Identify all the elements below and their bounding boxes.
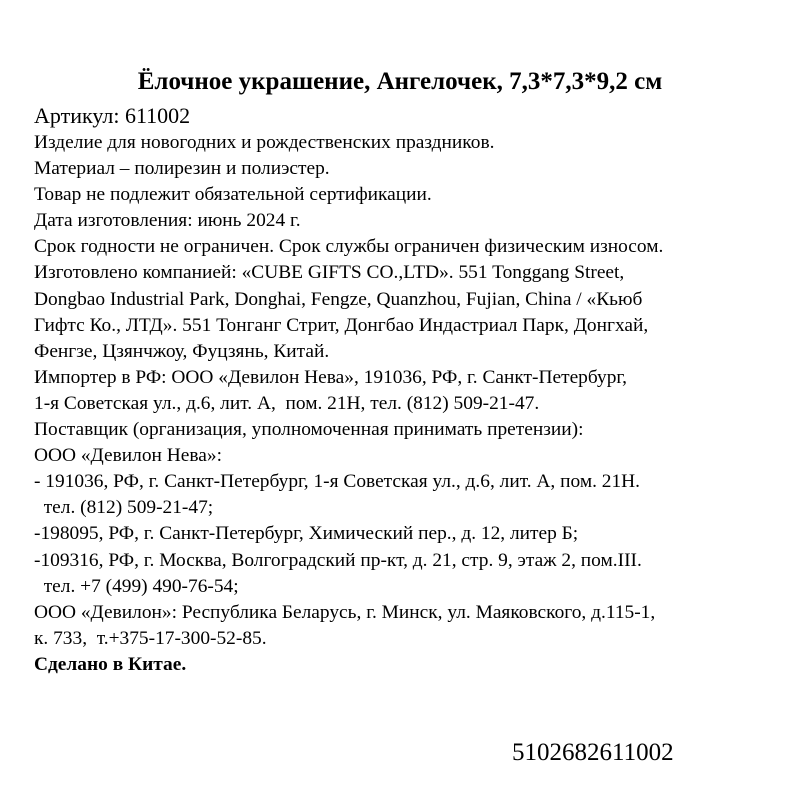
- text-line: Фенгзе, Цзянчжоу, Фуцзянь, Китай.: [34, 340, 330, 362]
- product-title: Ёлочное украшение, Ангелочек, 7,3*7,3*9,2 см: [137, 68, 663, 95]
- text-line: Dongbao Industrial Park, Donghai, Fengze, Quanzhou, Fujian, China / «Кьюб: [34, 288, 643, 310]
- text-line: Поставщик (организация, уполномоченная принимать претензии):: [34, 419, 584, 441]
- article-number: Артикул: 611002: [34, 103, 191, 128]
- text-line: Дата изготовления: июнь 2024 г.: [34, 210, 301, 232]
- text-line: ООО «Девилон»: Республика Беларусь, г. Минск, ул. Маяковского, д.115-1,: [34, 601, 656, 623]
- barcode-number: 5102682611002: [512, 739, 674, 766]
- text-line: Импортер в РФ: ООО «Девилон Нева», 191036, РФ, г. Санкт-Петербург,: [34, 366, 628, 388]
- label-text-block: [34, 130, 663, 678]
- text-line: -198095, РФ, г. Санкт-Петербург, Химический пер., д. 12, литер Б;: [34, 523, 579, 545]
- text-line: Товар не подлежит обязательной сертификации.: [34, 184, 432, 206]
- text-line: -109316, РФ, г. Москва, Волгоградский пр-кт, д. 21, стр. 9, этаж 2, пом.III.: [34, 549, 642, 571]
- text-line: к. 733, т.+375-17-300-52-85.: [34, 627, 267, 649]
- text-line: тел. (812) 509-21-47;: [34, 497, 214, 519]
- text-line: Изготовлено компанией: «CUBE GIFTS CO.,LTD». 551 Tonggang Street,: [34, 262, 625, 284]
- text-line: тел. +7 (499) 490-76-54;: [34, 575, 239, 597]
- text-line: ООО «Девилон Нева»:: [34, 445, 222, 467]
- made-in-label: Сделано в Китае.: [34, 653, 187, 675]
- text-line: Гифтс Ко., ЛТД». 551 Тонганг Стрит, Донгбао Индастриал Парк, Донгхай,: [34, 314, 649, 336]
- text-line: - 191036, РФ, г. Санкт-Петербург, 1-я Советская ул., д.6, лит. А, пом. 21Н.: [34, 471, 641, 493]
- text-line: Срок годности не ограничен. Срок службы ограничен физическим износом.: [34, 236, 664, 258]
- text-line: Изделие для новогодних и рождественских праздников.: [34, 132, 495, 153]
- text-line: 1-я Советская ул., д.6, лит. А, пом. 21Н, тел. (812) 509-21-47.: [34, 392, 540, 414]
- text-line: Материал – полирезин и полиэстер.: [34, 158, 330, 180]
